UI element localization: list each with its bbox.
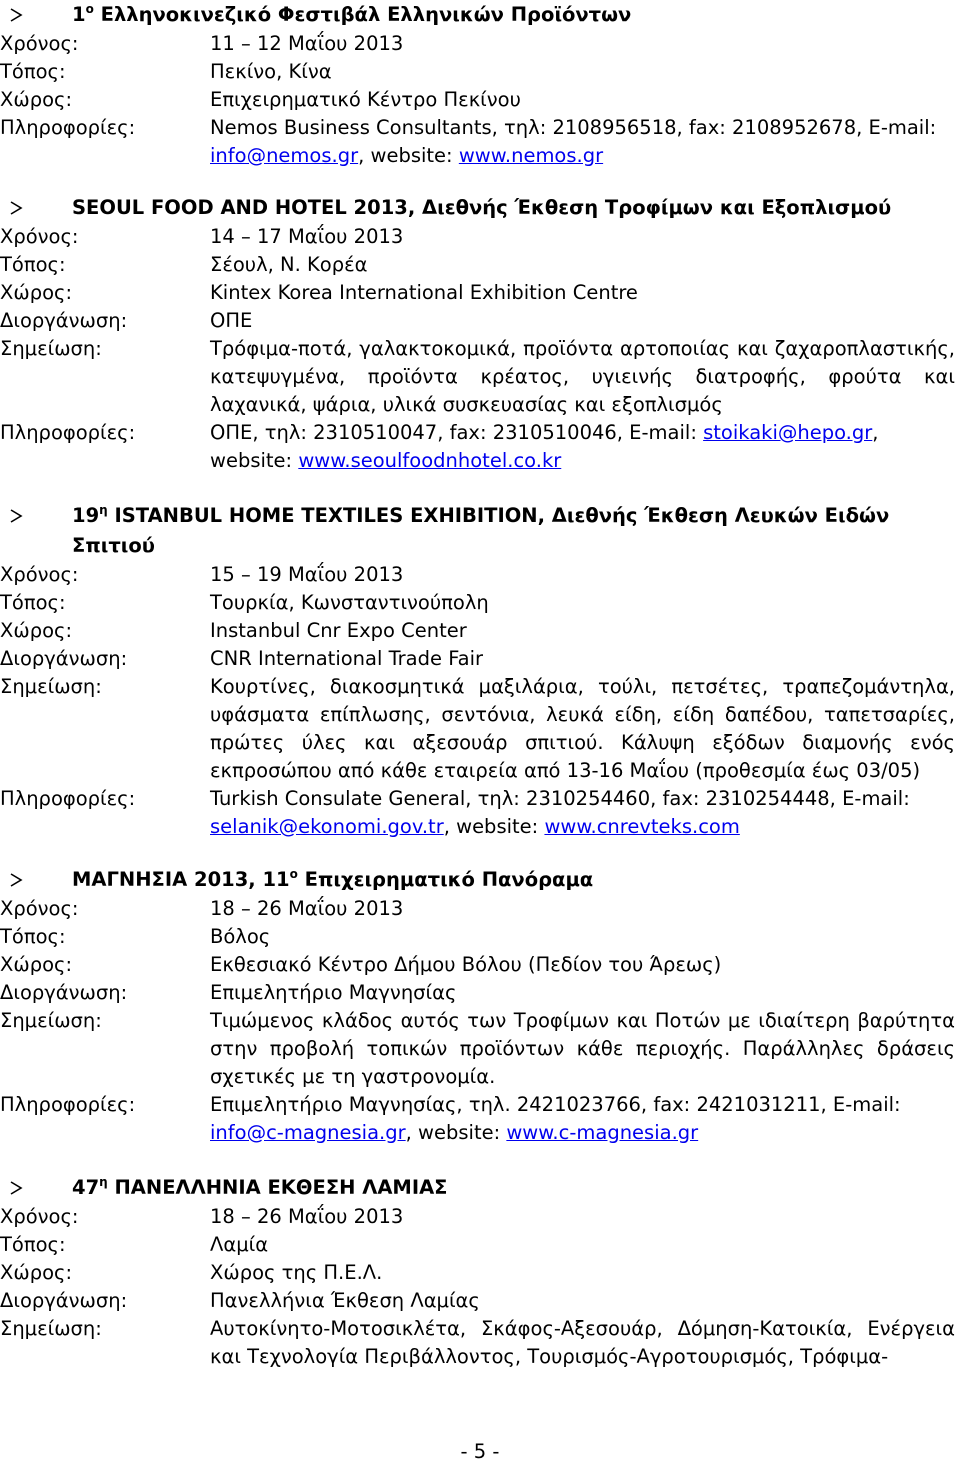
event-3 — [0, 501, 960, 841]
value-place: Τουρκία, Κωνσταντινούπολη — [210, 591, 489, 614]
row-venue — [0, 86, 960, 114]
title-text-suffix: Επιχειρηματικό Πανόραμα — [297, 868, 594, 891]
website-link[interactable]: www.nemos.gr — [458, 144, 604, 167]
title-number: 47 — [72, 1176, 100, 1199]
event-title — [72, 193, 960, 223]
label-place: Τόπος: — [0, 925, 66, 948]
value-year: 18 – 26 Μαΐου 2013 — [210, 897, 404, 920]
info-text-website: , website: — [405, 1121, 507, 1144]
row-note — [0, 673, 960, 785]
value-year: 11 – 12 Μαΐου 2013 — [210, 32, 404, 55]
value-info — [210, 1091, 955, 1147]
value-place: Βόλος — [210, 925, 271, 948]
event-title — [72, 501, 960, 561]
label-year: Χρόνος: — [0, 32, 79, 55]
value-place: Σέουλ, Ν. Κορέα — [210, 253, 368, 276]
info-text: Turkish Consulate General, τηλ: 2310254460, fax: 2310254448, E-mail: — [210, 787, 910, 810]
value-info — [210, 785, 955, 841]
label-organizer: Διοργάνωση: — [0, 1289, 128, 1312]
label-organizer: Διοργάνωση: — [0, 647, 128, 670]
event-1 — [0, 0, 960, 170]
title-ordinal: η — [99, 503, 108, 517]
label-place: Τόπος: — [0, 253, 66, 276]
row-note — [0, 1007, 960, 1091]
label-info: Πληροφορίες: — [0, 787, 136, 810]
row-year — [0, 1203, 960, 1231]
label-venue: Χώρος: — [0, 281, 73, 304]
row-info — [0, 1091, 960, 1147]
row-venue — [0, 951, 960, 979]
row-organizer — [0, 307, 960, 335]
label-info: Πληροφορίες: — [0, 116, 136, 139]
info-text-website: , website: — [358, 144, 459, 167]
label-place: Τόπος: — [0, 591, 66, 614]
title-text: ISTANBUL HOME TEXTILES EXHIBITION, Διεθνής Έκθεση Λευκών Ειδών Σπιτιού — [72, 504, 890, 557]
row-info — [0, 785, 960, 841]
row-year — [0, 223, 960, 251]
value-organizer: CNR International Trade Fair — [210, 647, 483, 670]
label-venue: Χώρος: — [0, 88, 73, 111]
title-ordinal: ο — [289, 867, 298, 881]
row-organizer — [0, 645, 960, 673]
title-text: Ελληνοκινεζικό Φεστιβάλ Ελληνικών Προϊόντων — [93, 3, 632, 26]
website-link[interactable]: www.c-magnesia.gr — [506, 1121, 699, 1144]
label-venue: Χώρος: — [0, 953, 73, 976]
row-place — [0, 923, 960, 951]
info-text-website: , website: — [443, 815, 545, 838]
info-text: ΟΠΕ, τηλ: 2310510047, fax: 2310510046, E-mail: — [210, 421, 704, 444]
page-number: - 5 - — [460, 1440, 500, 1463]
label-note: Σημείωση: — [0, 1009, 102, 1032]
website-link[interactable]: www.cnrevteks.com — [544, 815, 740, 838]
value-year: 14 – 17 Μαΐου 2013 — [210, 225, 404, 248]
label-organizer: Διοργάνωση: — [0, 309, 128, 332]
email-link[interactable]: info@c-magnesia.gr — [210, 1121, 406, 1144]
value-info — [210, 114, 955, 170]
row-venue — [0, 617, 960, 645]
value-venue: Επιχειρηματικό Κέντρο Πεκίνου — [210, 88, 521, 111]
row-note — [0, 1315, 960, 1371]
arrow-bullet-icon — [9, 873, 23, 887]
value-place: Λαμία — [210, 1233, 269, 1256]
arrow-bullet-icon — [9, 509, 23, 523]
arrow-bullet-icon — [9, 1181, 23, 1195]
value-note: Τρόφιμα-ποτά, γαλακτοκομικά, προϊόντα αρτοποιίας και ζαχαροπλαστικής, κατεψυγμένα, προϊόντα κρέατος, υγιεινής διατροφής, φρούτα και λαχανικά, ψάρια, υλικά συσκευασίας και εξοπλισμός — [210, 337, 955, 416]
row-info — [0, 114, 960, 170]
value-year: 18 – 26 Μαΐου 2013 — [210, 1205, 404, 1228]
label-year: Χρόνος: — [0, 897, 79, 920]
label-info: Πληροφορίες: — [0, 1093, 136, 1116]
value-place: Πεκίνο, Κίνα — [210, 60, 332, 83]
label-year: Χρόνος: — [0, 563, 79, 586]
event-5 — [0, 1173, 960, 1371]
row-place — [0, 1231, 960, 1259]
value-info — [210, 419, 955, 475]
row-year — [0, 30, 960, 58]
event-title — [72, 865, 960, 895]
value-venue: Kintex Korea International Exhibition Centre — [210, 281, 638, 304]
label-year: Χρόνος: — [0, 1205, 79, 1228]
label-venue: Χώρος: — [0, 619, 73, 642]
value-venue: Instanbul Cnr Expo Center — [210, 619, 467, 642]
value-organizer: ΟΠΕ — [210, 309, 253, 332]
title-number: 1 — [72, 3, 86, 26]
label-note: Σημείωση: — [0, 675, 102, 698]
row-year — [0, 895, 960, 923]
email-link[interactable]: selanik@ekonomi.gov.tr — [210, 815, 444, 838]
label-year: Χρόνος: — [0, 225, 79, 248]
row-venue — [0, 1259, 960, 1287]
label-note: Σημείωση: — [0, 337, 102, 360]
email-link[interactable]: info@nemos.gr — [210, 144, 359, 167]
value-organizer: Πανελλήνια Έκθεση Λαμίας — [210, 1289, 480, 1312]
value-note: Κουρτίνες, διακοσμητικά μαξιλάρια, τούλι, πετσέτες, τραπεζομάντηλα, υφάσματα επίπλωσης, σεντόνια, λευκά είδη, είδη δαπέδου, ταπετσαρίες, πρώτες ύλες και αξεσουάρ σπιτιού. Κάλυψη εξόδων διαμονής ενός εκπροσώπου από κάθε εταιρεία από 13-16 Μαΐου (προθεσμία έως 03/05) — [210, 675, 955, 782]
website-link[interactable]: www.seoulfoodnhotel.co.kr — [298, 449, 562, 472]
label-note: Σημείωση: — [0, 1317, 102, 1340]
row-venue — [0, 279, 960, 307]
info-text-website: , website: — [210, 421, 879, 472]
title-text: SEOUL FOOD AND HOTEL 2013, Διεθνής Έκθεση Τροφίμων και Εξοπλισμού — [72, 196, 892, 219]
title-ordinal: ο — [85, 2, 94, 16]
row-organizer — [0, 1287, 960, 1315]
title-number: 19 — [72, 504, 100, 527]
label-organizer: Διοργάνωση: — [0, 981, 128, 1004]
row-place — [0, 589, 960, 617]
event-4 — [0, 865, 960, 1147]
value-venue: Χώρος της Π.Ε.Λ. — [210, 1261, 383, 1284]
event-title — [72, 1173, 960, 1203]
label-place: Τόπος: — [0, 1233, 66, 1256]
row-organizer — [0, 979, 960, 1007]
event-title — [72, 0, 960, 30]
title-text: ΜΑΓΝΗΣΙΑ 2013, 11 — [72, 868, 290, 891]
row-note — [0, 335, 960, 419]
email-link[interactable]: stoikaki@hepo.gr — [703, 421, 873, 444]
row-place — [0, 251, 960, 279]
value-organizer: Επιμελητήριο Μαγνησίας — [210, 981, 457, 1004]
row-info — [0, 419, 960, 475]
info-text: Nemos Business Consultants, τηλ: 2108956518, fax: 2108952678, E-mail: — [210, 116, 937, 139]
row-year — [0, 561, 960, 589]
title-text: ΠΑΝΕΛΛΗΝΙΑ ΕΚΘΕΣΗ ΛΑΜΙΑΣ — [107, 1176, 448, 1199]
info-text: Επιμελητήριο Μαγνησίας, τηλ. 2421023766, fax: 2421031211, E-mail: — [210, 1093, 901, 1116]
value-note: Αυτοκίνητο-Μοτοσικλέτα, Σκάφος-Αξεσουάρ, Δόμηση-Κατοικία, Ενέργεια και Τεχνολογία Περιβάλλοντος, Τουρισμός-Αγροτουρισμός, Τρόφιμα- — [210, 1317, 955, 1368]
arrow-bullet-icon — [9, 201, 23, 215]
arrow-bullet-icon — [9, 8, 23, 22]
title-ordinal: η — [99, 1175, 108, 1189]
event-2 — [0, 193, 960, 475]
label-place: Τόπος: — [0, 60, 66, 83]
value-note: Τιμώμενος κλάδος αυτός των Τροφίμων και Ποτών με ιδιαίτερη βαρύτητα στην προβολή τοπικών προϊόντων κάθε περιοχής. Παράλληλες δράσεις σχετικές με τη γαστρονομία. — [210, 1009, 955, 1088]
row-place — [0, 58, 960, 86]
value-year: 15 – 19 Μαΐου 2013 — [210, 563, 404, 586]
label-venue: Χώρος: — [0, 1261, 73, 1284]
label-info: Πληροφορίες: — [0, 421, 136, 444]
value-venue: Εκθεσιακό Κέντρο Δήμου Βόλου (Πεδίον του Άρεως) — [210, 953, 722, 976]
